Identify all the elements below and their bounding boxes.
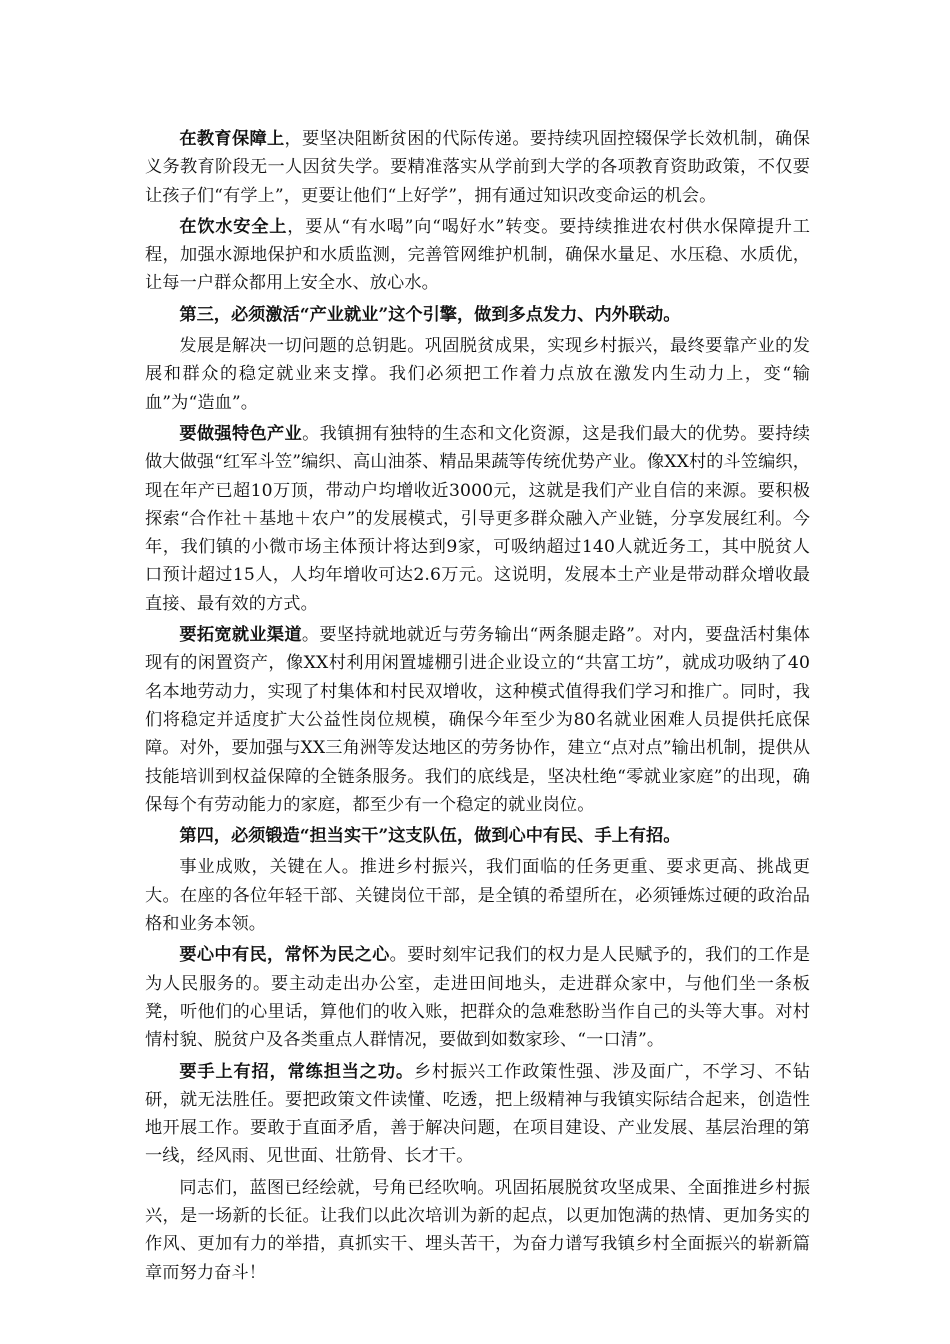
paragraph-lead: 要拓宽就业渠道 <box>179 625 302 646</box>
document-page <box>145 125 810 1290</box>
paragraph-skills <box>145 1058 810 1171</box>
paragraph-text: ，要坚决阻断贫困的代际传递。要持续巩固控辍保学长效机制，确保义务教育阶段无一人因贫失学。要精准落实从学前到大学的各项教育资助政策，不仅要让孩子们“有学上”，更要让他们“上好学”，拥有通过知识改变命运的机会。 <box>145 129 810 206</box>
paragraph-lead: 要心中有民，常怀为民之心 <box>179 945 390 966</box>
paragraph-water <box>145 213 810 298</box>
paragraph-people <box>145 853 810 938</box>
paragraph-text: 。我镇拥有独特的生态和文化资源，这是我们最大的优势。要持续做大做强“红军斗笠”编织、高山油茶、精品果蔬等传统优势产业。像XX村的斗笠编织，现在年产已超10万顶，带动户均增收近3000元，这就是我们产业自信的来源。要积极探索“合作社＋基地＋农户”的发展模式，引导更多群众融入产业链，分享发展红利。今年，我们镇的小微市场主体预计将达到9家，可吸纳超过140人就近务工，其中脱贫人口预计超过15人，人均年增收可达2.6万元。这说明，发展本土产业是带动群众增收最直接、最有效的方式。 <box>145 423 811 614</box>
paragraph-text: 事业成败，关键在人。推进乡村振兴，我们面临的任务更重、要求更高、挑战更大。在座的各位年轻干部、关键岗位干部，是全镇的希望所在，必须锤炼过硬的政治品格和业务本领。 <box>145 857 810 935</box>
paragraph-text: 。要时刻牢记我们的权力是人民赋予的，我们的工作是为人民服务的。要主动走出办公室，走进田间地头，走进群众家中，与他们坐一条板凳，听他们的心里话，算他们的收入账，把群众的急难愁盼当作自己的头等大事。对村情村貌、脱贫户及各类重点人群情况，要做到如数家珍、“一口清”。 <box>145 945 810 1051</box>
paragraph-development <box>145 332 810 417</box>
heading-text: 第四，必须锻造“担当实干”这支队伍，做到心中有民、手上有招。 <box>179 826 681 847</box>
paragraph-lead: 在教育保障上 <box>179 129 285 149</box>
paragraph-text: 。要坚持就地就近与劳务输出“两条腿走路”。对内，要盘活村集体现有的闲置资产，像XX村利用闲置墟棚引进企业设立的“共富工坊”，就成功吸纳了40名本地劳动力，实现了村集体和村民双增收，这种模式值得我们学习和推广。同时，我们将稳定并适度扩大公益性岗位规模，确保今年至少为80名就业困难人员提供托底保障。对外，要加强与XX三角洲等发达地区的劳务协作，建立“点对点”输出机制，提供从技能培训到权益保障的全链条服务。我们的底线是，坚决杜绝“零就业家庭”的出现，确保每个有劳动能力的家庭，都至少有一个稳定的就业岗位。 <box>145 625 811 815</box>
paragraph-text: ，要从“有水喝”向“喝好水”转变。要持续推进农村供水保障提升工程，加强水源地保护和水质监测，完善管网维护机制，确保水量足、水压稳、水质优，让每一户群众都用上安全水、放心水。 <box>145 216 810 294</box>
section-heading-third <box>145 301 810 329</box>
paragraph-heart-for-people <box>145 941 810 1054</box>
paragraph-lead: 要手上有招，常练担当之功。 <box>179 1061 414 1082</box>
paragraph-text: 发展是解决一切问题的总钥匙。巩固脱贫成果，实现乡村振兴，最终要靠产业的发展和群众的稳定就业来支撑。我们必须把工作着力点放在激发内生动力上，变“输血”为“造血”。 <box>145 336 810 413</box>
paragraph-lead: 在饮水安全上 <box>179 216 288 237</box>
paragraph-industry <box>145 420 810 618</box>
paragraph-education <box>145 125 810 210</box>
paragraph-closing <box>145 1174 810 1287</box>
paragraph-text: 同志们，蓝图已经绘就，号角已经吹响。巩固拓展脱贫攻坚成果、全面推进乡村振兴，是一场新的长征。让我们以此次培训为新的起点，以更加饱满的热情、更加务实的作风、更加有力的举措，真抓实干、埋头苦干，为奋力谱写我镇乡村全面振兴的崭新篇章而努力奋斗！ <box>145 1177 810 1283</box>
paragraph-employment <box>145 621 810 819</box>
heading-text: 第三，必须激活“产业就业”这个引擎，做到多点发力、内外联动。 <box>179 304 681 325</box>
paragraph-text: 乡村振兴工作政策性强、涉及面广，不学习、不钻研，就无法胜任。要把政策文件读懂、吃透，把上级精神与我镇实际结合起来，创造性地开展工作。要敢于直面矛盾，善于解决问题，在项目建设、产业发展、基层治理的第一线，经风雨、见世面、壮筋骨、长才干。 <box>145 1061 811 1167</box>
section-heading-fourth <box>145 822 810 850</box>
paragraph-lead: 要做强特色产业 <box>179 423 303 444</box>
